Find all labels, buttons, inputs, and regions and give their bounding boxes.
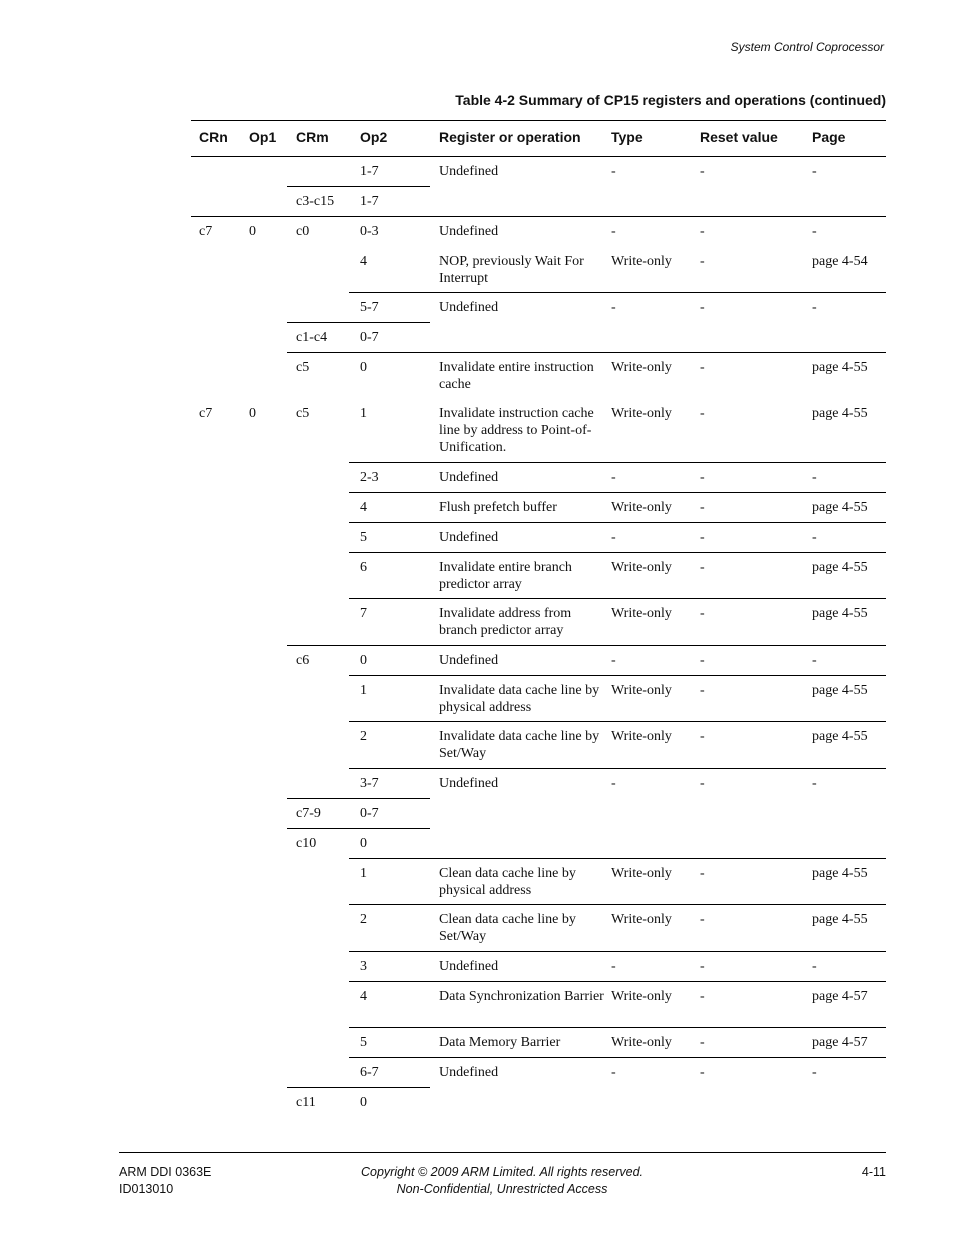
page-number: 4-11 xyxy=(861,1165,886,1179)
cell-page: - xyxy=(812,1065,817,1080)
cell-op2: 0 xyxy=(360,836,367,851)
cell-page: page 4-55 xyxy=(812,500,868,515)
column-header-op1: Op1 xyxy=(249,129,277,145)
cell-reset-value: - xyxy=(700,224,705,239)
cell-reset-value: - xyxy=(700,500,705,515)
cell-operation: Invalidate entire branch predictor array xyxy=(439,560,572,592)
cell-op2: 2 xyxy=(360,729,367,744)
cp15-register-table xyxy=(191,120,886,1110)
cell-op2: 0 xyxy=(360,1095,367,1110)
cell-page: - xyxy=(812,653,817,668)
copyright-notice: Copyright © 2009 ARM Limited. All rights reserved. xyxy=(360,1165,643,1179)
cell-crn: c7 xyxy=(199,224,213,239)
cell-type: Write-only xyxy=(611,560,672,575)
cell-op2: 5-7 xyxy=(360,300,379,315)
row-divider xyxy=(349,522,886,523)
row-divider xyxy=(349,292,886,293)
running-header: System Control Coprocessor xyxy=(730,40,884,54)
cell-type: - xyxy=(611,959,616,974)
cell-operation: Data Synchronization Barrier xyxy=(439,989,604,1004)
cell-crm: c1-c4 xyxy=(296,330,328,345)
cell-reset-value: - xyxy=(700,959,705,974)
cell-op2: 6-7 xyxy=(360,1065,379,1080)
cell-type: - xyxy=(611,470,616,485)
row-divider xyxy=(191,156,886,157)
cell-crm: c11 xyxy=(296,1095,316,1110)
row-divider xyxy=(287,322,430,323)
cell-page: - xyxy=(812,164,817,179)
cell-type: - xyxy=(611,1065,616,1080)
cell-op2: 7 xyxy=(360,606,367,621)
row-divider xyxy=(191,120,886,121)
cell-op2: 2-3 xyxy=(360,470,379,485)
cell-crm: c5 xyxy=(296,406,310,421)
cell-type: - xyxy=(611,300,616,315)
row-divider xyxy=(287,1087,430,1088)
cell-crm: c3-c15 xyxy=(296,194,335,209)
footer-doc-info xyxy=(119,1164,211,1198)
column-header-type: Type xyxy=(611,129,643,145)
cell-reset-value: - xyxy=(700,683,705,698)
cell-op2: 1-7 xyxy=(360,164,379,179)
cell-op2: 0-3 xyxy=(360,224,379,239)
cell-type: Write-only xyxy=(611,254,672,269)
row-divider xyxy=(349,1027,886,1028)
footer-legal xyxy=(302,1164,702,1198)
row-divider xyxy=(349,951,886,952)
cell-op1: 0 xyxy=(249,406,256,421)
cell-page: page 4-57 xyxy=(812,1035,868,1050)
cell-reset-value: - xyxy=(700,560,705,575)
cell-type: - xyxy=(611,224,616,239)
row-divider xyxy=(349,1057,886,1058)
access-notice: Non-Confidential, Unrestricted Access xyxy=(396,1182,608,1196)
row-divider xyxy=(287,798,430,799)
column-header-reset-value: Reset value xyxy=(700,129,778,145)
cell-page: page 4-57 xyxy=(812,989,868,1004)
cell-reset-value: - xyxy=(700,360,705,375)
cell-page: - xyxy=(812,530,817,545)
cell-page: page 4-55 xyxy=(812,606,868,621)
cell-operation: Invalidate data cache line by physical address xyxy=(439,683,600,715)
cell-type: Write-only xyxy=(611,729,672,744)
document-revision: ID013010 xyxy=(119,1182,174,1196)
cell-type: Write-only xyxy=(611,606,672,621)
cell-operation: Undefined xyxy=(439,530,499,545)
cell-page: page 4-54 xyxy=(812,254,868,269)
cell-reset-value: - xyxy=(700,300,705,315)
row-divider xyxy=(349,858,886,859)
cell-type: Write-only xyxy=(611,989,672,1004)
cell-reset-value: - xyxy=(700,1035,705,1050)
cell-operation: Flush prefetch buffer xyxy=(439,500,557,515)
cell-type: - xyxy=(611,164,616,179)
row-divider xyxy=(191,216,886,217)
row-divider xyxy=(349,462,886,463)
cell-operation: Clean data cache line by Set/Way xyxy=(439,912,576,944)
cell-type: - xyxy=(611,653,616,668)
cell-operation: Invalidate address from branch predictor array xyxy=(439,606,572,638)
cell-op2: 0-7 xyxy=(360,330,379,345)
cell-reset-value: - xyxy=(700,254,705,269)
cell-op2: 1 xyxy=(360,683,367,698)
row-divider xyxy=(349,492,886,493)
cell-operation: Invalidate entire instruction cache xyxy=(439,360,594,392)
cell-page: page 4-55 xyxy=(812,683,868,698)
cell-op2: 0 xyxy=(360,653,367,668)
footer-divider xyxy=(119,1152,886,1153)
cell-operation: Undefined xyxy=(439,300,499,315)
cell-reset-value: - xyxy=(700,530,705,545)
cell-type: Write-only xyxy=(611,912,672,927)
cell-crm: c10 xyxy=(296,836,317,851)
cell-op2: 4 xyxy=(360,254,367,269)
column-header-op2: Op2 xyxy=(360,129,388,145)
cell-operation: Undefined xyxy=(439,959,499,974)
row-divider xyxy=(287,352,886,353)
cell-reset-value: - xyxy=(700,653,705,668)
cell-type: Write-only xyxy=(611,866,672,881)
cell-op2: 1 xyxy=(360,406,367,421)
cell-operation: Undefined xyxy=(439,224,499,239)
cell-reset-value: - xyxy=(700,164,705,179)
cell-op2: 0 xyxy=(360,360,367,375)
cell-reset-value: - xyxy=(700,606,705,621)
cell-page: page 4-55 xyxy=(812,406,868,421)
row-divider xyxy=(287,645,886,646)
cell-page: page 4-55 xyxy=(812,912,868,927)
cell-type: - xyxy=(611,530,616,545)
column-header-operation: Register or operation xyxy=(439,129,581,145)
cell-type: - xyxy=(611,776,616,791)
cell-op2: 4 xyxy=(360,989,367,1004)
column-header-crn: CRn xyxy=(199,129,228,145)
cell-page: - xyxy=(812,470,817,485)
row-divider xyxy=(349,552,886,553)
cell-page: page 4-55 xyxy=(812,866,868,881)
cell-type: Write-only xyxy=(611,500,672,515)
row-divider xyxy=(287,828,430,829)
cell-op2: 1-7 xyxy=(360,194,379,209)
cell-operation: Data Memory Barrier xyxy=(439,1035,561,1050)
table-caption: Table 4-2 Summary of CP15 registers and operations (continued) xyxy=(455,92,886,108)
cell-reset-value: - xyxy=(700,776,705,791)
cell-operation: Undefined xyxy=(439,164,499,179)
cell-op2: 2 xyxy=(360,912,367,927)
cell-op2: 5 xyxy=(360,1035,367,1050)
row-divider xyxy=(287,186,430,187)
cell-type: Write-only xyxy=(611,683,672,698)
cell-reset-value: - xyxy=(700,406,705,421)
cell-page: page 4-55 xyxy=(812,560,868,575)
cell-reset-value: - xyxy=(700,470,705,485)
cell-op2: 6 xyxy=(360,560,367,575)
cell-reset-value: - xyxy=(700,989,705,1004)
cell-operation: Undefined xyxy=(439,776,499,791)
cell-page: page 4-55 xyxy=(812,729,868,744)
cell-type: Write-only xyxy=(611,360,672,375)
cell-operation: Undefined xyxy=(439,1065,499,1080)
cell-reset-value: - xyxy=(700,912,705,927)
column-header-crm: CRm xyxy=(296,129,329,145)
row-divider xyxy=(349,981,886,982)
cell-crm: c7-9 xyxy=(296,806,321,821)
cell-op2: 4 xyxy=(360,500,367,515)
cell-page: - xyxy=(812,224,817,239)
cell-op2: 1 xyxy=(360,866,367,881)
cell-operation: Invalidate data cache line by Set/Way xyxy=(439,729,600,761)
row-divider xyxy=(349,721,886,722)
cell-page: - xyxy=(812,959,817,974)
cell-operation: Undefined xyxy=(439,470,499,485)
document-id: ARM DDI 0363E xyxy=(119,1165,212,1179)
row-divider xyxy=(349,904,886,905)
row-divider xyxy=(349,675,886,676)
cell-page: - xyxy=(812,776,817,791)
cell-op2: 5 xyxy=(360,530,367,545)
cell-type: Write-only xyxy=(611,406,672,421)
cell-op2: 3-7 xyxy=(360,776,379,791)
cell-crm: c6 xyxy=(296,653,310,668)
row-divider xyxy=(349,768,886,769)
cell-operation: NOP, previously Wait For Interrupt xyxy=(439,254,584,286)
cell-operation: Undefined xyxy=(439,653,499,668)
cell-reset-value: - xyxy=(700,1065,705,1080)
cell-op2: 0-7 xyxy=(360,806,379,821)
cell-operation: Clean data cache line by physical address xyxy=(439,866,576,898)
column-header-page: Page xyxy=(812,129,846,145)
cell-crn: c7 xyxy=(199,406,213,421)
cell-reset-value: - xyxy=(700,729,705,744)
cell-reset-value: - xyxy=(700,866,705,881)
row-divider xyxy=(349,598,886,599)
cell-op2: 3 xyxy=(360,959,367,974)
cell-crm: c5 xyxy=(296,360,310,375)
cell-op1: 0 xyxy=(249,224,256,239)
cell-page: page 4-55 xyxy=(812,360,868,375)
cell-crm: c0 xyxy=(296,224,310,239)
cell-page: - xyxy=(812,300,817,315)
cell-operation: Invalidate instruction cache line by address to Point-of-Unification. xyxy=(439,406,594,455)
cell-type: Write-only xyxy=(611,1035,672,1050)
